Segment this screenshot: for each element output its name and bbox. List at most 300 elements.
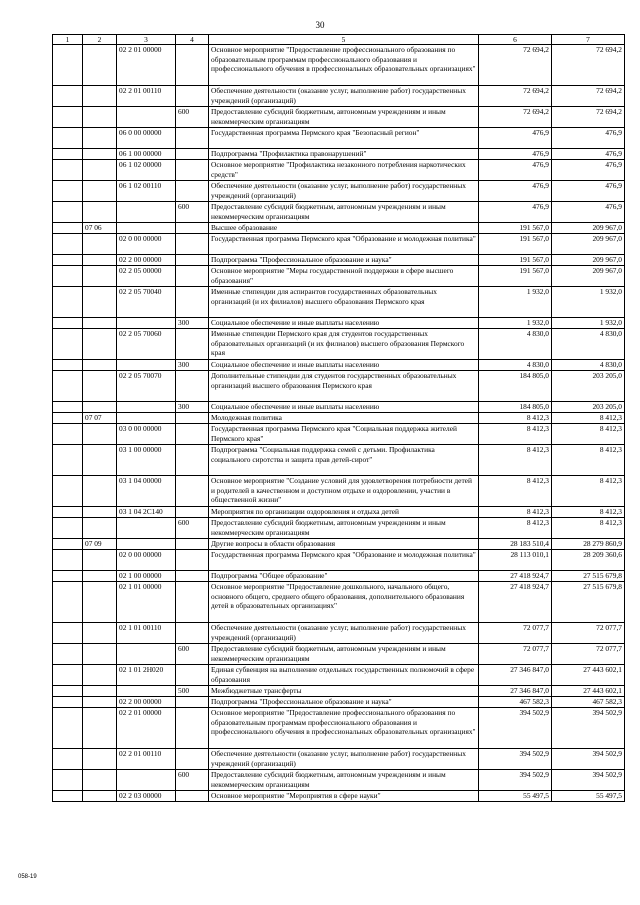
table-row <box>53 507 625 518</box>
cell-section-code <box>83 518 117 539</box>
cell-expense-type <box>176 791 209 802</box>
cell-target-article: 06 0 00 00000 <box>117 128 176 149</box>
cell-description: Высшее образование <box>209 223 479 234</box>
cell-amount-year-1: 476,9 <box>479 160 552 181</box>
cell-amount-year-1: 1 932,0 <box>479 287 552 318</box>
cell-section-code <box>83 360 117 371</box>
cell-col-1 <box>53 424 83 445</box>
cell-target-article: 02 2 05 70060 <box>117 329 176 360</box>
cell-target-article <box>117 413 176 424</box>
cell-description: Предоставление субсидий бюджетным, автономным учреждениям и иным некоммерческим организациям <box>209 770 479 791</box>
cell-col-1 <box>53 708 83 749</box>
header-col-3: 3 <box>117 35 176 45</box>
cell-amount-year-1: 184 805,0 <box>479 371 552 402</box>
cell-expense-type <box>176 329 209 360</box>
cell-col-1 <box>53 160 83 181</box>
cell-amount-year-2: 476,9 <box>552 181 625 202</box>
cell-description: Основное мероприятие "Предоставление профессионального образования по образовательным программам профессионального образования и профессионального обучения в профессиональных образовательных организациях" <box>209 45 479 86</box>
cell-col-1 <box>53 181 83 202</box>
cell-description: Основное мероприятие "Мероприятия в сфере науки" <box>209 791 479 802</box>
cell-amount-year-1: 191 567,0 <box>479 266 552 287</box>
cell-col-1 <box>53 86 83 107</box>
cell-amount-year-2: 72 694,2 <box>552 86 625 107</box>
cell-expense-type <box>176 550 209 571</box>
cell-amount-year-2: 467 582,3 <box>552 697 625 708</box>
cell-amount-year-2: 203 205,0 <box>552 371 625 402</box>
cell-target-article <box>117 223 176 234</box>
cell-target-article <box>117 518 176 539</box>
table-row <box>53 644 625 665</box>
cell-description: Молодежная политика <box>209 413 479 424</box>
header-col-1: 1 <box>53 35 83 45</box>
cell-target-article <box>117 318 176 329</box>
cell-target-article: 02 1 01 00000 <box>117 582 176 623</box>
table-row <box>53 539 625 550</box>
cell-amount-year-2: 28 279 860,9 <box>552 539 625 550</box>
cell-col-1 <box>53 318 83 329</box>
cell-amount-year-1: 394 502,9 <box>479 770 552 791</box>
table-header-row <box>53 35 625 45</box>
cell-target-article: 03 1 04 00000 <box>117 476 176 507</box>
cell-amount-year-1: 191 567,0 <box>479 255 552 266</box>
cell-amount-year-1: 4 830,0 <box>479 329 552 360</box>
cell-description: Основное мероприятие "Создание условий для удовлетворения потребности детей и родителей в качественном и доступном отдыхе и оздоровлении, участии в общественной жизни" <box>209 476 479 507</box>
cell-col-1 <box>53 507 83 518</box>
cell-section-code <box>83 791 117 802</box>
cell-description: Именные стипендии для аспирантов государственных образовательных организаций (и их филиалов) высшего образования Пермского края <box>209 287 479 318</box>
cell-expense-type <box>176 149 209 160</box>
table-row <box>53 149 625 160</box>
table-row <box>53 45 625 86</box>
cell-col-1 <box>53 665 83 686</box>
cell-section-code <box>83 266 117 287</box>
table-row <box>53 287 625 318</box>
cell-amount-year-2: 8 412,3 <box>552 424 625 445</box>
cell-target-article: 06 1 02 00000 <box>117 160 176 181</box>
cell-col-1 <box>53 402 83 413</box>
cell-expense-type <box>176 223 209 234</box>
cell-section-code <box>83 255 117 266</box>
cell-section-code <box>83 476 117 507</box>
cell-amount-year-1: 8 412,3 <box>479 424 552 445</box>
cell-target-article: 02 2 00 00000 <box>117 697 176 708</box>
cell-target-article: 02 2 05 00000 <box>117 266 176 287</box>
cell-amount-year-2: 8 412,3 <box>552 445 625 476</box>
cell-amount-year-1: 28 113 010,1 <box>479 550 552 571</box>
cell-description: Государственная программа Пермского края "Образование и молодежная политика" <box>209 550 479 571</box>
cell-section-code <box>83 371 117 402</box>
cell-target-article <box>117 360 176 371</box>
cell-amount-year-1: 476,9 <box>479 149 552 160</box>
table-row <box>53 770 625 791</box>
cell-amount-year-2: 394 502,9 <box>552 770 625 791</box>
table-row <box>53 107 625 128</box>
cell-expense-type <box>176 287 209 318</box>
cell-expense-type <box>176 128 209 149</box>
cell-amount-year-2: 28 209 360,6 <box>552 550 625 571</box>
cell-col-1 <box>53 697 83 708</box>
cell-amount-year-2: 8 412,3 <box>552 476 625 507</box>
cell-target-article: 06 1 00 00000 <box>117 149 176 160</box>
cell-section-code <box>83 287 117 318</box>
table-row <box>53 266 625 287</box>
cell-target-article: 03 1 04 2С140 <box>117 507 176 518</box>
cell-amount-year-1: 191 567,0 <box>479 234 552 255</box>
cell-description: Дополнительные стипендии для студентов государственных образовательных организаций высшего образования Пермского края <box>209 371 479 402</box>
cell-target-article: 06 1 02 00110 <box>117 181 176 202</box>
cell-amount-year-1: 27 418 924,7 <box>479 571 552 582</box>
cell-expense-type: 300 <box>176 360 209 371</box>
cell-section-code <box>83 318 117 329</box>
cell-col-1 <box>53 45 83 86</box>
cell-col-1 <box>53 550 83 571</box>
cell-amount-year-1: 184 805,0 <box>479 402 552 413</box>
cell-expense-type: 600 <box>176 644 209 665</box>
cell-description: Обеспечение деятельности (оказание услуг, выполнение работ) государственных учреждений (организаций) <box>209 749 479 770</box>
cell-section-code <box>83 45 117 86</box>
cell-amount-year-1: 72 694,2 <box>479 107 552 128</box>
header-col-7: 7 <box>552 35 625 45</box>
cell-description: Социальное обеспечение и иные выплаты населению <box>209 402 479 413</box>
cell-description: Единая субвенция на выполнение отдельных государственных полномочий в сфере образования <box>209 665 479 686</box>
cell-section-code <box>83 507 117 518</box>
cell-col-1 <box>53 287 83 318</box>
cell-target-article: 02 2 00 00000 <box>117 255 176 266</box>
cell-amount-year-1: 467 582,3 <box>479 697 552 708</box>
table-row <box>53 518 625 539</box>
cell-target-article: 03 1 00 00000 <box>117 445 176 476</box>
cell-amount-year-1: 476,9 <box>479 202 552 223</box>
cell-amount-year-1: 476,9 <box>479 181 552 202</box>
cell-amount-year-2: 476,9 <box>552 128 625 149</box>
cell-amount-year-2: 209 967,0 <box>552 234 625 255</box>
cell-section-code <box>83 107 117 128</box>
cell-amount-year-1: 1 932,0 <box>479 318 552 329</box>
cell-section-code <box>83 770 117 791</box>
cell-amount-year-2: 209 967,0 <box>552 223 625 234</box>
cell-amount-year-2: 27 515 679,8 <box>552 571 625 582</box>
cell-col-1 <box>53 791 83 802</box>
cell-amount-year-1: 72 694,2 <box>479 45 552 86</box>
footer-code: 058-19 <box>18 874 37 880</box>
cell-col-1 <box>53 107 83 128</box>
table-row <box>53 571 625 582</box>
cell-expense-type: 600 <box>176 770 209 791</box>
cell-description: Предоставление субсидий бюджетным, автономным учреждениям и иным некоммерческим организациям <box>209 518 479 539</box>
table-row <box>53 234 625 255</box>
cell-amount-year-2: 8 412,3 <box>552 507 625 518</box>
cell-col-1 <box>53 644 83 665</box>
cell-amount-year-2: 4 830,0 <box>552 329 625 360</box>
cell-section-code <box>83 128 117 149</box>
cell-section-code <box>83 160 117 181</box>
cell-target-article <box>117 770 176 791</box>
cell-target-article: 02 2 05 70040 <box>117 287 176 318</box>
cell-col-1 <box>53 255 83 266</box>
cell-expense-type <box>176 539 209 550</box>
cell-amount-year-1: 55 497,5 <box>479 791 552 802</box>
cell-expense-type <box>176 181 209 202</box>
cell-col-1 <box>53 571 83 582</box>
cell-description: Государственная программа Пермского края "Безопасный регион" <box>209 128 479 149</box>
cell-amount-year-2: 476,9 <box>552 149 625 160</box>
cell-amount-year-2: 209 967,0 <box>552 266 625 287</box>
page-number: 30 <box>315 20 325 30</box>
cell-description: Предоставление субсидий бюджетным, автономным учреждениям и иным некоммерческим организациям <box>209 202 479 223</box>
cell-expense-type <box>176 571 209 582</box>
cell-amount-year-2: 8 412,3 <box>552 518 625 539</box>
cell-section-code <box>83 582 117 623</box>
cell-expense-type <box>176 623 209 644</box>
cell-section-code <box>83 623 117 644</box>
cell-target-article <box>117 644 176 665</box>
cell-expense-type <box>176 665 209 686</box>
cell-description: Обеспечение деятельности (оказание услуг, выполнение работ) государственных учреждений (организаций) <box>209 623 479 644</box>
cell-target-article: 03 0 00 00000 <box>117 424 176 445</box>
cell-target-article <box>117 539 176 550</box>
cell-amount-year-2: 27 443 602,1 <box>552 686 625 697</box>
table-body <box>53 45 625 802</box>
cell-col-1 <box>53 623 83 644</box>
cell-target-article <box>117 402 176 413</box>
cell-amount-year-1: 8 412,3 <box>479 445 552 476</box>
cell-section-code <box>83 445 117 476</box>
cell-target-article: 02 0 00 00000 <box>117 550 176 571</box>
cell-target-article: 02 2 01 00110 <box>117 86 176 107</box>
table-row <box>53 413 625 424</box>
cell-amount-year-2: 72 694,2 <box>552 45 625 86</box>
cell-description: Государственная программа Пермского края "Образование и молодежная политика" <box>209 234 479 255</box>
cell-expense-type <box>176 234 209 255</box>
cell-section-code <box>83 234 117 255</box>
cell-amount-year-1: 4 830,0 <box>479 360 552 371</box>
cell-section-code <box>83 402 117 413</box>
table-row <box>53 86 625 107</box>
cell-col-1 <box>53 518 83 539</box>
cell-amount-year-2: 476,9 <box>552 160 625 181</box>
cell-section-code: 07 07 <box>83 413 117 424</box>
cell-amount-year-2: 4 830,0 <box>552 360 625 371</box>
header-col-2: 2 <box>83 35 117 45</box>
cell-amount-year-1: 72 077,7 <box>479 644 552 665</box>
cell-col-1 <box>53 445 83 476</box>
cell-description: Другие вопросы в области образования <box>209 539 479 550</box>
budget-table <box>52 34 625 802</box>
cell-col-1 <box>53 371 83 402</box>
cell-description: Подпрограмма "Профессиональное образование и наука" <box>209 255 479 266</box>
cell-amount-year-2: 1 932,0 <box>552 318 625 329</box>
cell-description: Предоставление субсидий бюджетным, автономным учреждениям и иным некоммерческим организациям <box>209 644 479 665</box>
table-row <box>53 402 625 413</box>
cell-section-code <box>83 329 117 360</box>
table-row <box>53 360 625 371</box>
table-row <box>53 181 625 202</box>
cell-col-1 <box>53 686 83 697</box>
cell-col-1 <box>53 749 83 770</box>
cell-expense-type: 600 <box>176 107 209 128</box>
cell-amount-year-1: 191 567,0 <box>479 223 552 234</box>
cell-description: Обеспечение деятельности (оказание услуг, выполнение работ) государственных учреждений (организаций) <box>209 86 479 107</box>
cell-target-article <box>117 686 176 697</box>
table-row <box>53 550 625 571</box>
cell-section-code <box>83 708 117 749</box>
cell-amount-year-2: 72 077,7 <box>552 623 625 644</box>
cell-expense-type <box>176 582 209 623</box>
cell-expense-type <box>176 445 209 476</box>
cell-description: Именные стипендии Пермского края для студентов государственных образовательных организаций (и их филиалов) высшего образования Пермского края <box>209 329 479 360</box>
cell-section-code: 07 06 <box>83 223 117 234</box>
table-row <box>53 160 625 181</box>
table-row <box>53 686 625 697</box>
table-row <box>53 582 625 623</box>
cell-expense-type <box>176 476 209 507</box>
cell-amount-year-2: 72 694,2 <box>552 107 625 128</box>
cell-section-code <box>83 424 117 445</box>
cell-target-article: 02 2 01 00000 <box>117 45 176 86</box>
cell-description: Основное мероприятие "Профилактика незаконного потребления наркотических средств" <box>209 160 479 181</box>
cell-amount-year-2: 72 077,7 <box>552 644 625 665</box>
cell-description: Межбюджетные трансферты <box>209 686 479 697</box>
cell-section-code <box>83 697 117 708</box>
cell-col-1 <box>53 360 83 371</box>
cell-amount-year-1: 28 183 510,4 <box>479 539 552 550</box>
table-row <box>53 223 625 234</box>
cell-description: Социальное обеспечение и иные выплаты населению <box>209 318 479 329</box>
table-row <box>53 445 625 476</box>
table-row <box>53 371 625 402</box>
table-row <box>53 202 625 223</box>
cell-target-article: 02 1 01 2Н020 <box>117 665 176 686</box>
cell-col-1 <box>53 770 83 791</box>
cell-col-1 <box>53 128 83 149</box>
cell-amount-year-2: 1 932,0 <box>552 287 625 318</box>
cell-amount-year-1: 8 412,3 <box>479 413 552 424</box>
cell-amount-year-1: 72 077,7 <box>479 623 552 644</box>
cell-expense-type: 600 <box>176 518 209 539</box>
cell-expense-type <box>176 424 209 445</box>
cell-description: Государственная программа Пермского края "Социальная поддержка жителей Пермского края" <box>209 424 479 445</box>
cell-expense-type <box>176 697 209 708</box>
header-col-5: 5 <box>209 35 479 45</box>
cell-amount-year-1: 72 694,2 <box>479 86 552 107</box>
cell-target-article: 02 0 00 00000 <box>117 234 176 255</box>
cell-amount-year-2: 476,9 <box>552 202 625 223</box>
header-col-6: 6 <box>479 35 552 45</box>
cell-col-1 <box>53 202 83 223</box>
cell-section-code: 07 09 <box>83 539 117 550</box>
cell-description: Основное мероприятие "Предоставление профессионального образования по образовательным программам профессионального образования и профессионального обучения в профессиональных образовательных организациях" <box>209 708 479 749</box>
table-row <box>53 476 625 507</box>
cell-description: Подпрограмма "Профилактика правонарушений" <box>209 149 479 160</box>
table-row <box>53 708 625 749</box>
table-row <box>53 623 625 644</box>
table-row <box>53 749 625 770</box>
cell-description: Социальное обеспечение и иные выплаты населению <box>209 360 479 371</box>
cell-amount-year-2: 209 967,0 <box>552 255 625 266</box>
cell-col-1 <box>53 266 83 287</box>
cell-amount-year-2: 394 502,9 <box>552 708 625 749</box>
table-row <box>53 665 625 686</box>
cell-expense-type <box>176 413 209 424</box>
cell-col-1 <box>53 223 83 234</box>
cell-expense-type <box>176 45 209 86</box>
cell-amount-year-1: 27 418 924,7 <box>479 582 552 623</box>
cell-description: Предоставление субсидий бюджетным, автономным учреждениям и иным некоммерческим организациям <box>209 107 479 128</box>
cell-expense-type <box>176 708 209 749</box>
cell-col-1 <box>53 234 83 255</box>
cell-expense-type <box>176 371 209 402</box>
cell-description: Подпрограмма "Общее образование" <box>209 571 479 582</box>
cell-target-article: 02 2 03 00000 <box>117 791 176 802</box>
cell-section-code <box>83 550 117 571</box>
cell-section-code <box>83 571 117 582</box>
cell-amount-year-1: 27 346 847,0 <box>479 686 552 697</box>
table-row <box>53 128 625 149</box>
header-col-4: 4 <box>176 35 209 45</box>
cell-col-1 <box>53 476 83 507</box>
cell-expense-type <box>176 266 209 287</box>
table-row <box>53 791 625 802</box>
cell-section-code <box>83 686 117 697</box>
table-row <box>53 697 625 708</box>
cell-col-1 <box>53 582 83 623</box>
cell-target-article <box>117 107 176 128</box>
cell-amount-year-1: 394 502,9 <box>479 708 552 749</box>
table-row <box>53 424 625 445</box>
table-row <box>53 318 625 329</box>
table-row <box>53 255 625 266</box>
cell-description: Основное мероприятие "Меры государственной поддержки в сфере высшего образования" <box>209 266 479 287</box>
cell-target-article: 02 1 01 00110 <box>117 623 176 644</box>
cell-amount-year-1: 8 412,3 <box>479 507 552 518</box>
cell-target-article: 02 1 00 00000 <box>117 571 176 582</box>
cell-expense-type: 300 <box>176 318 209 329</box>
cell-amount-year-1: 27 346 847,0 <box>479 665 552 686</box>
cell-amount-year-1: 8 412,3 <box>479 476 552 507</box>
cell-target-article: 02 2 01 00000 <box>117 708 176 749</box>
cell-amount-year-1: 394 502,9 <box>479 749 552 770</box>
cell-target-article: 02 2 05 70070 <box>117 371 176 402</box>
cell-description: Мероприятия по организации оздоровления и отдыха детей <box>209 507 479 518</box>
table-row <box>53 329 625 360</box>
cell-section-code <box>83 665 117 686</box>
cell-expense-type <box>176 160 209 181</box>
cell-section-code <box>83 644 117 665</box>
cell-expense-type <box>176 749 209 770</box>
cell-section-code <box>83 749 117 770</box>
cell-col-1 <box>53 413 83 424</box>
cell-description: Подпрограмма "Профессиональное образование и наука" <box>209 697 479 708</box>
cell-amount-year-2: 27 443 602,1 <box>552 665 625 686</box>
cell-expense-type <box>176 255 209 266</box>
cell-section-code <box>83 202 117 223</box>
cell-col-1 <box>53 149 83 160</box>
cell-description: Подпрограмма "Социальная поддержка семей с детьми. Профилактика социального сиротства и защита прав детей-сирот" <box>209 445 479 476</box>
cell-section-code <box>83 149 117 160</box>
cell-amount-year-1: 476,9 <box>479 128 552 149</box>
cell-target-article <box>117 202 176 223</box>
cell-expense-type: 300 <box>176 402 209 413</box>
cell-amount-year-2: 8 412,3 <box>552 413 625 424</box>
cell-description: Основное мероприятие "Предоставление дошкольного, начального общего, основного общего, среднего общего образования, дополнительного образования детей в образовательных организациях" <box>209 582 479 623</box>
cell-description: Обеспечение деятельности (оказание услуг, выполнение работ) государственных учреждений (организаций) <box>209 181 479 202</box>
cell-col-1 <box>53 329 83 360</box>
cell-amount-year-2: 27 515 679,8 <box>552 582 625 623</box>
cell-amount-year-2: 203 205,0 <box>552 402 625 413</box>
cell-expense-type <box>176 86 209 107</box>
cell-target-article: 02 2 01 00110 <box>117 749 176 770</box>
cell-expense-type: 500 <box>176 686 209 697</box>
